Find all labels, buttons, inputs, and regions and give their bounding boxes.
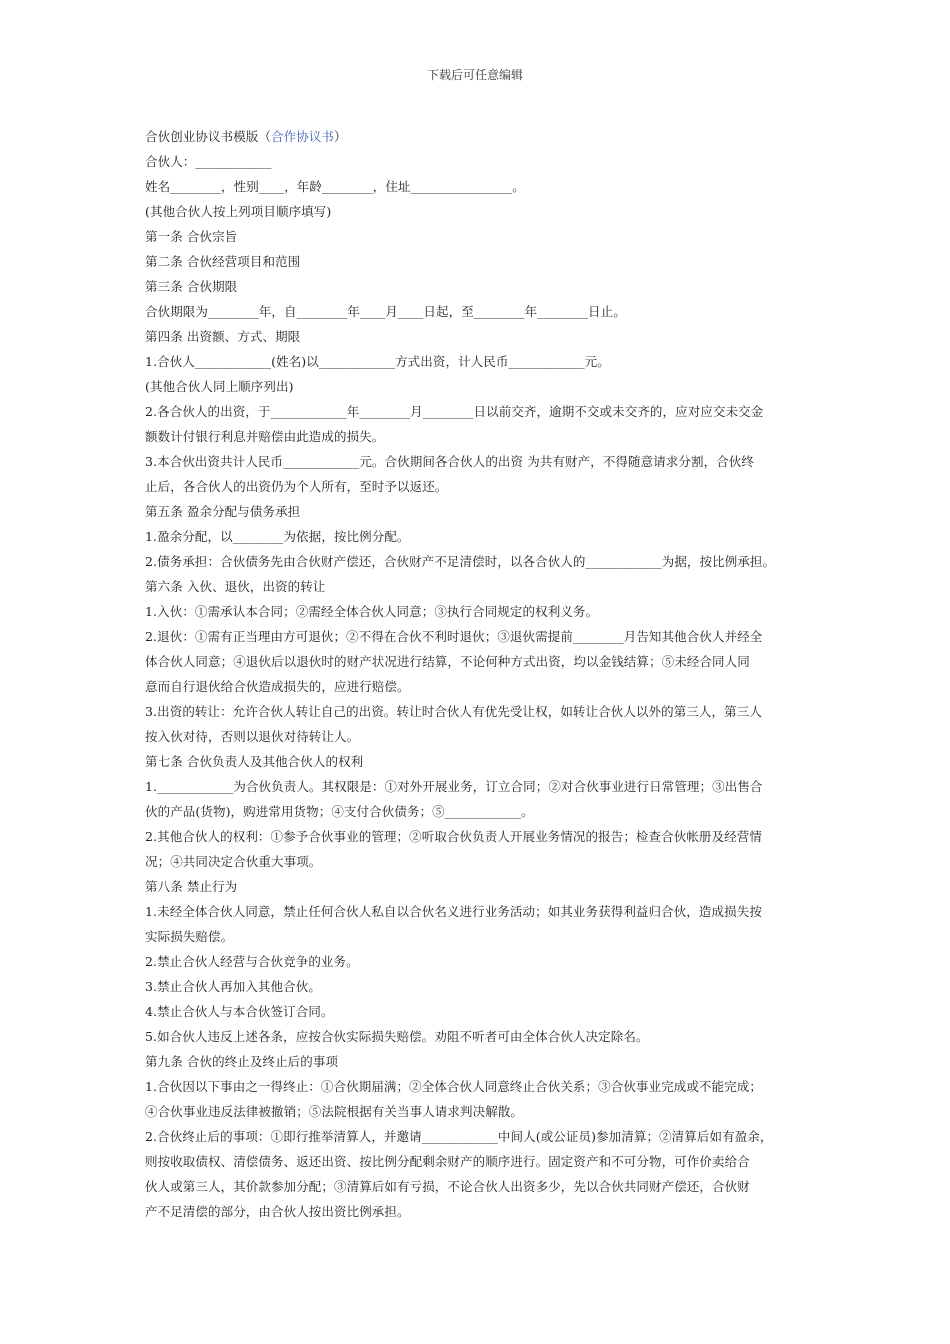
document-line: 2.债务承担：合伙债务先由合伙财产偿还，合伙财产不足清偿时，以各合伙人的____________为据，按比例承担。 [145, 554, 776, 569]
document-line: 1.____________为合伙负责人。其权限是：①对外开展业务，订立合同；②对合伙事业进行日常管理；③出售合 [145, 779, 763, 794]
document-line: 2.禁止合伙人经营与合伙竞争的业务。 [145, 954, 359, 969]
document-line: 额数计付银行利息并赔偿由此造成的损失。 [145, 429, 385, 444]
document-line: 况；④共同决定合伙重大事项。 [145, 854, 322, 869]
document-line: (其他合伙人同上顺序列出) [145, 379, 294, 394]
document-body [145, 124, 815, 1224]
document-line: 止后，各合伙人的出资仍为个人所有，至时予以返还。 [145, 479, 448, 494]
title-close: ） [334, 129, 347, 144]
document-line: 第六条 入伙、退伙，出资的转让 [145, 579, 326, 594]
document-line: 第二条 合伙经营项目和范围 [145, 254, 301, 269]
header-note: 下载后可任意编辑 [426, 68, 523, 82]
document-line: 2.各合伙人的出资，于____________年________月________日以前交齐，逾期不交或未交齐的，应对应交未交金 [145, 404, 764, 419]
document-line: 伙的产品(货物)，购进常用货物；④支付合伙债务；⑤____________。 [145, 804, 534, 819]
document-line: 合伙人：____________ [145, 154, 272, 169]
document-line: (其他合伙人按上列项目顺序填写) [145, 204, 332, 219]
document-line: 1.未经全体合伙人同意，禁止任何合伙人私自以合伙名义进行业务活动；如其业务获得利益归合伙，造成损失按 [145, 904, 762, 919]
document-line: 3.禁止合伙人再加入其他合伙。 [145, 979, 321, 994]
document-line: 1.合伙因以下事由之一得终止：①合伙期届满；②全体合伙人同意终止合伙关系；③合伙事业完成或不能完成； [145, 1079, 762, 1094]
document-line: 意而自行退伙给合伙造成损失的，应进行赔偿。 [145, 679, 410, 694]
document-line: 1.合伙人____________(姓名)以____________方式出资，计人民币____________元。 [145, 354, 610, 369]
document-line: 产不足清偿的部分，由合伙人按出资比例承担。 [145, 1204, 410, 1219]
document-line: 1.入伙：①需承认本合同；②需经全体合伙人同意；③执行合同规定的权利义务。 [145, 604, 599, 619]
document-line: 4.禁止合伙人与本合伙签订合同。 [145, 1004, 334, 1019]
document-line: 2.退伙：①需有正当理由方可退伙；②不得在合伙不利时退伙；③退伙需提前________月告知其他合伙人并经全 [145, 629, 763, 644]
document-line: ④合伙事业违反法律被撤销；⑤法院根据有关当事人请求判决解散。 [145, 1104, 524, 1119]
document-line: 2.其他合伙人的权利：①参予合伙事业的管理；②听取合伙负责人开展业务情况的报告；检查合伙帐册及经营情 [145, 829, 762, 844]
title-text: 合伙创业协议书模版（ [145, 129, 272, 144]
document-line: 第九条 合伙的终止及终止后的事项 [145, 1054, 339, 1069]
document-line: 第三条 合伙期限 [145, 279, 238, 294]
document-line: 实际损失赔偿。 [145, 929, 234, 944]
document-line: 第五条 盈余分配与债务承担 [145, 504, 301, 519]
document-line: 体合伙人同意；④退伙后以退伙时的财产状况进行结算，不论何种方式出资，均以金钱结算；⑤未经合同人同 [145, 654, 750, 669]
document-line: 2.合伙终止后的事项：①即行推举清算人，并邀请____________中间人(或公证员)参加清算；②清算后如有盈余， [145, 1129, 773, 1144]
document-title [145, 124, 815, 149]
document-line: 3.出资的转让：允许合伙人转让自己的出资。转让时合伙人有优先受让权，如转让合伙人以外的第三人，第三人 [145, 704, 762, 719]
title-link[interactable]: 合作协议书 [271, 129, 335, 144]
document-line: 第七条 合伙负责人及其他合伙人的权利 [145, 754, 364, 769]
document-line: 姓名________，性别____，年龄________，住址________________。 [145, 179, 525, 194]
document-line: 第四条 出资额、方式、期限 [145, 329, 301, 344]
document-line: 第八条 禁止行为 [145, 879, 238, 894]
document-line: 第一条 合伙宗旨 [145, 229, 238, 244]
document-line: 3.本合伙出资共计人民币____________元。合伙期间各合伙人的出资 为共有财产，不得随意请求分割，合伙终 [145, 454, 755, 469]
document-line: 伙人或第三人，其价款参加分配；③清算后如有亏损，不论合伙人出资多少，先以合伙共同财产偿还，合伙财 [145, 1179, 750, 1194]
document-line: 则按收取债权、清偿债务、返还出资、按比例分配剩余财产的顺序进行。固定资产和不可分物，可作价卖给合 [145, 1154, 750, 1169]
document-lines [145, 149, 815, 1224]
document-line: 5.如合伙人违反上述各条，应按合伙实际损失赔偿。劝阻不听者可由全体合伙人决定除名。 [145, 1029, 649, 1044]
document-line: 按入伙对待，否则以退伙对待转让人。 [145, 729, 360, 744]
document-line: 1.盈余分配，以________为依据，按比例分配。 [145, 529, 410, 544]
document-line: 合伙期限为________年，自________年____月____日起，至________年________日止。 [145, 304, 626, 319]
